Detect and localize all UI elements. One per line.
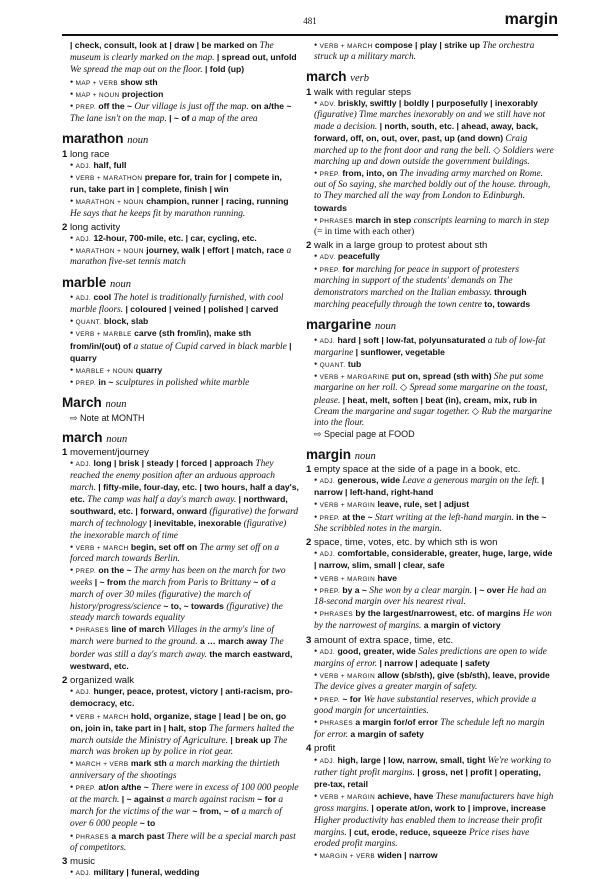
headword: margarine bbox=[306, 317, 372, 333]
cross-reference: ⇨ Special page at FOOD bbox=[314, 429, 415, 440]
entry-margarine: margarine noun • ADJ. hard | soft | low-fat, polyunsaturated a tub of low-fat margarine | sunflower, vegetable • QUANT. tub • VERB + MARGARINE put on, spread (sth with) She put some margarine on her roll. ◇ Spread some margarine on the toast, please. | heat, melt, soften | beat (in), cream, mix, rub in Cream the margarine and sugar together. ◇ Rub the margarine into the flour. ⇨ Special page at FOOD bbox=[306, 319, 556, 440]
headword: march bbox=[62, 429, 103, 445]
headword: march bbox=[306, 69, 347, 85]
headword: marble bbox=[62, 274, 107, 290]
cross-reference: ⇨ Note at MONTH bbox=[70, 412, 145, 423]
entry-marathon: marathon noun 1 long race • ADJ. half, full • VERB + MARATHON prepare for, train for | compete in, run, take part in | complete, finish | win • MARATHON + NOUN champion, runner | racing, running He says that he keeps fit by marathon running. 2 long activity • ADJ. 12-hour, 700-mile, etc. | car, cycling, etc. • MARATHON + NOUN journey, walk | effort | match, race a marathon five-set tennis match bbox=[62, 131, 292, 268]
entry-march-noun-continued: • VERB + MARCH compose | play | strike up The orchestra struck up a military march. bbox=[314, 40, 535, 63]
entry-march-month: March noun ⇨ Note at MONTH bbox=[62, 397, 299, 423]
page-number: 481 bbox=[303, 16, 317, 26]
left-column bbox=[62, 40, 299, 879]
entry-margin: margin noun 1 empty space at the side of a page in a book, etc. • ADJ. generous, wide Leave a generous margin on the left. | narrow | left-hand, right-hand • VERB + MARGIN leave, rule, set | adjust • PREP. at the ~ Start writing at the left-hand margin. in the ~ She scribbled notes in the margin. 2 space, time, votes, etc. by which sth is won • ADJ. comfortable, considerable, greater, huge, large, wide | narrow, slim, small | clear, safe • VERB + MARGIN have • PREP. by a ~ She won by a clear margin. | ~ over He had an 18-second margin over his nearest rival. • PHRASES by the largest/narrowest, etc. of margins He won by the narrowest of margins. a margin of victory 3 amount of extra space, time, etc. • ADJ. good, greater, wide Sales predictions are open to wide margins of error. | narrow | adequate | safety • VERB + MARGIN allow (sb/sth), give (sb/sth), leave, provide The device gives a greater margin of safety. • PREP. ~ for We have substantial reserves, which provide a good margin for uncertainties. • PHRASES a margin for/of error The schedule left no margin for error. a margin of safety 4 profit • ADJ. high, large | low, narrow, small, tight We're working to rather tight profit margins. | gross, net | profit | operating, pre-tax, retail • VERB + MARGIN achieve, have These manufacturers have high gross margins. | operate at/on, work to | improve, increase Higher productivity has enabled them to increase their profit margins. | cut, erode, reduce, squeeze Price rises have eroded profit margins. • MARGIN + VERB widen | narrow bbox=[306, 446, 554, 862]
headword: margin bbox=[306, 446, 352, 462]
headword: March bbox=[62, 395, 102, 411]
headword: marathon bbox=[62, 131, 124, 147]
page-header bbox=[62, 8, 558, 36]
entry-marble: marble noun • ADJ. cool The hotel is traditionally furnished, with cool marble floors. | coloured | veined | polished | carved • QUANT. block, slab • VERB + MARBLE carve (sth from/in), make sth from/in/(out) of a statue of Cupid carved in black marble | quarry • MARBLE + NOUN quarry • PREP. in ~ sculptures in polished white marble bbox=[62, 274, 292, 389]
entry-map-continued: | check, consult, look at | draw | be marked on The museum is clearly marked on the map. | spread out, unfold We spread the map out on the floor. | fold (up) • MAP + VERB show sth • MAP + NOUN projection • PREP. off the ~ Our village is just off the map. on a/the ~ The lane isn't on the map. | ~ of a map of the area bbox=[70, 40, 297, 125]
right-column bbox=[306, 40, 556, 862]
entry-march-noun: march noun 1 movement/journey • ADJ. long | brisk | steady | forced | approach They reached the enemy position after an arduous approach march. | fifty-mile, four-day, etc. | two hours, half a day's, etc. The camp was half a day's march away. | northward, southward, etc. | forward, onward (figurative) the forward march of technology | inevitable, inexorable (figurative) the inexorable march of time • VERB + MARCH begin, set off on The army set off on a forced march towards Berlin. • PREP. on the ~ The army has been on the march for two weeks | ~ from the march from Paris to Brittany ~ of a march of over 30 miles (figurative) the march of history/progress/science ~ to, ~ towards (figurative) the steady march towards equality • PHRASES line of march Villages in the army's line of march were burned to the ground. a … march away The border was still a day's march away. the march eastward, westward, etc. 2 organized walk • ADJ. hunger, peace, protest, victory | anti-racism, pro-democracy, etc. • VERB + MARCH hold, organize, stage | lead | be on, go on, join in, take part in | halt, stop The farmers halted the march outside the Ministry of Agriculture. | break up The march was broken up by police in riot gear. • MARCH + VERB mark sth a march marking the thirtieth anniversary of the shootings • PREP. at/on a/the ~ There were in excess of 100 000 people at the march. | ~ against a march against racism ~ for a march for the victims of the war ~ from, ~ of a march of over 6 000 people ~ to • PHRASES a march past There will be a special march past of competitors. 3 music • ADJ. military | funeral, wedding bbox=[62, 429, 299, 879]
entry-march-verb: march verb 1 walk with regular steps • ADV. briskly, swiftly | boldly | purposefully | inexorably (figurative) Time marches inexorably on and we still have not made a decision. | north, south, etc. | ahead, away, back, forward, off, on, out, over, past, up (and down) Craig marched up to the front door and rang the bell. ◇ Soldiers were marching up and down outside the government buildings. • PREP. from, into, on The invading army marched on Rome. out of So saying, she marched boldly out of the house. through, to They marched all the way from London to Edinburgh. towards • PHRASES march in step conscripts learning to march in step (= in time with each other) 2 walk in a large group to protest about sth • ADV. peacefully • PREP. for marching for peace in support of protesters marching in support of the students' demands on The demonstrators marched on the Italian embassy. through marching peacefully through the town centre to, towards bbox=[306, 69, 554, 311]
guide-word: margin bbox=[504, 11, 558, 28]
